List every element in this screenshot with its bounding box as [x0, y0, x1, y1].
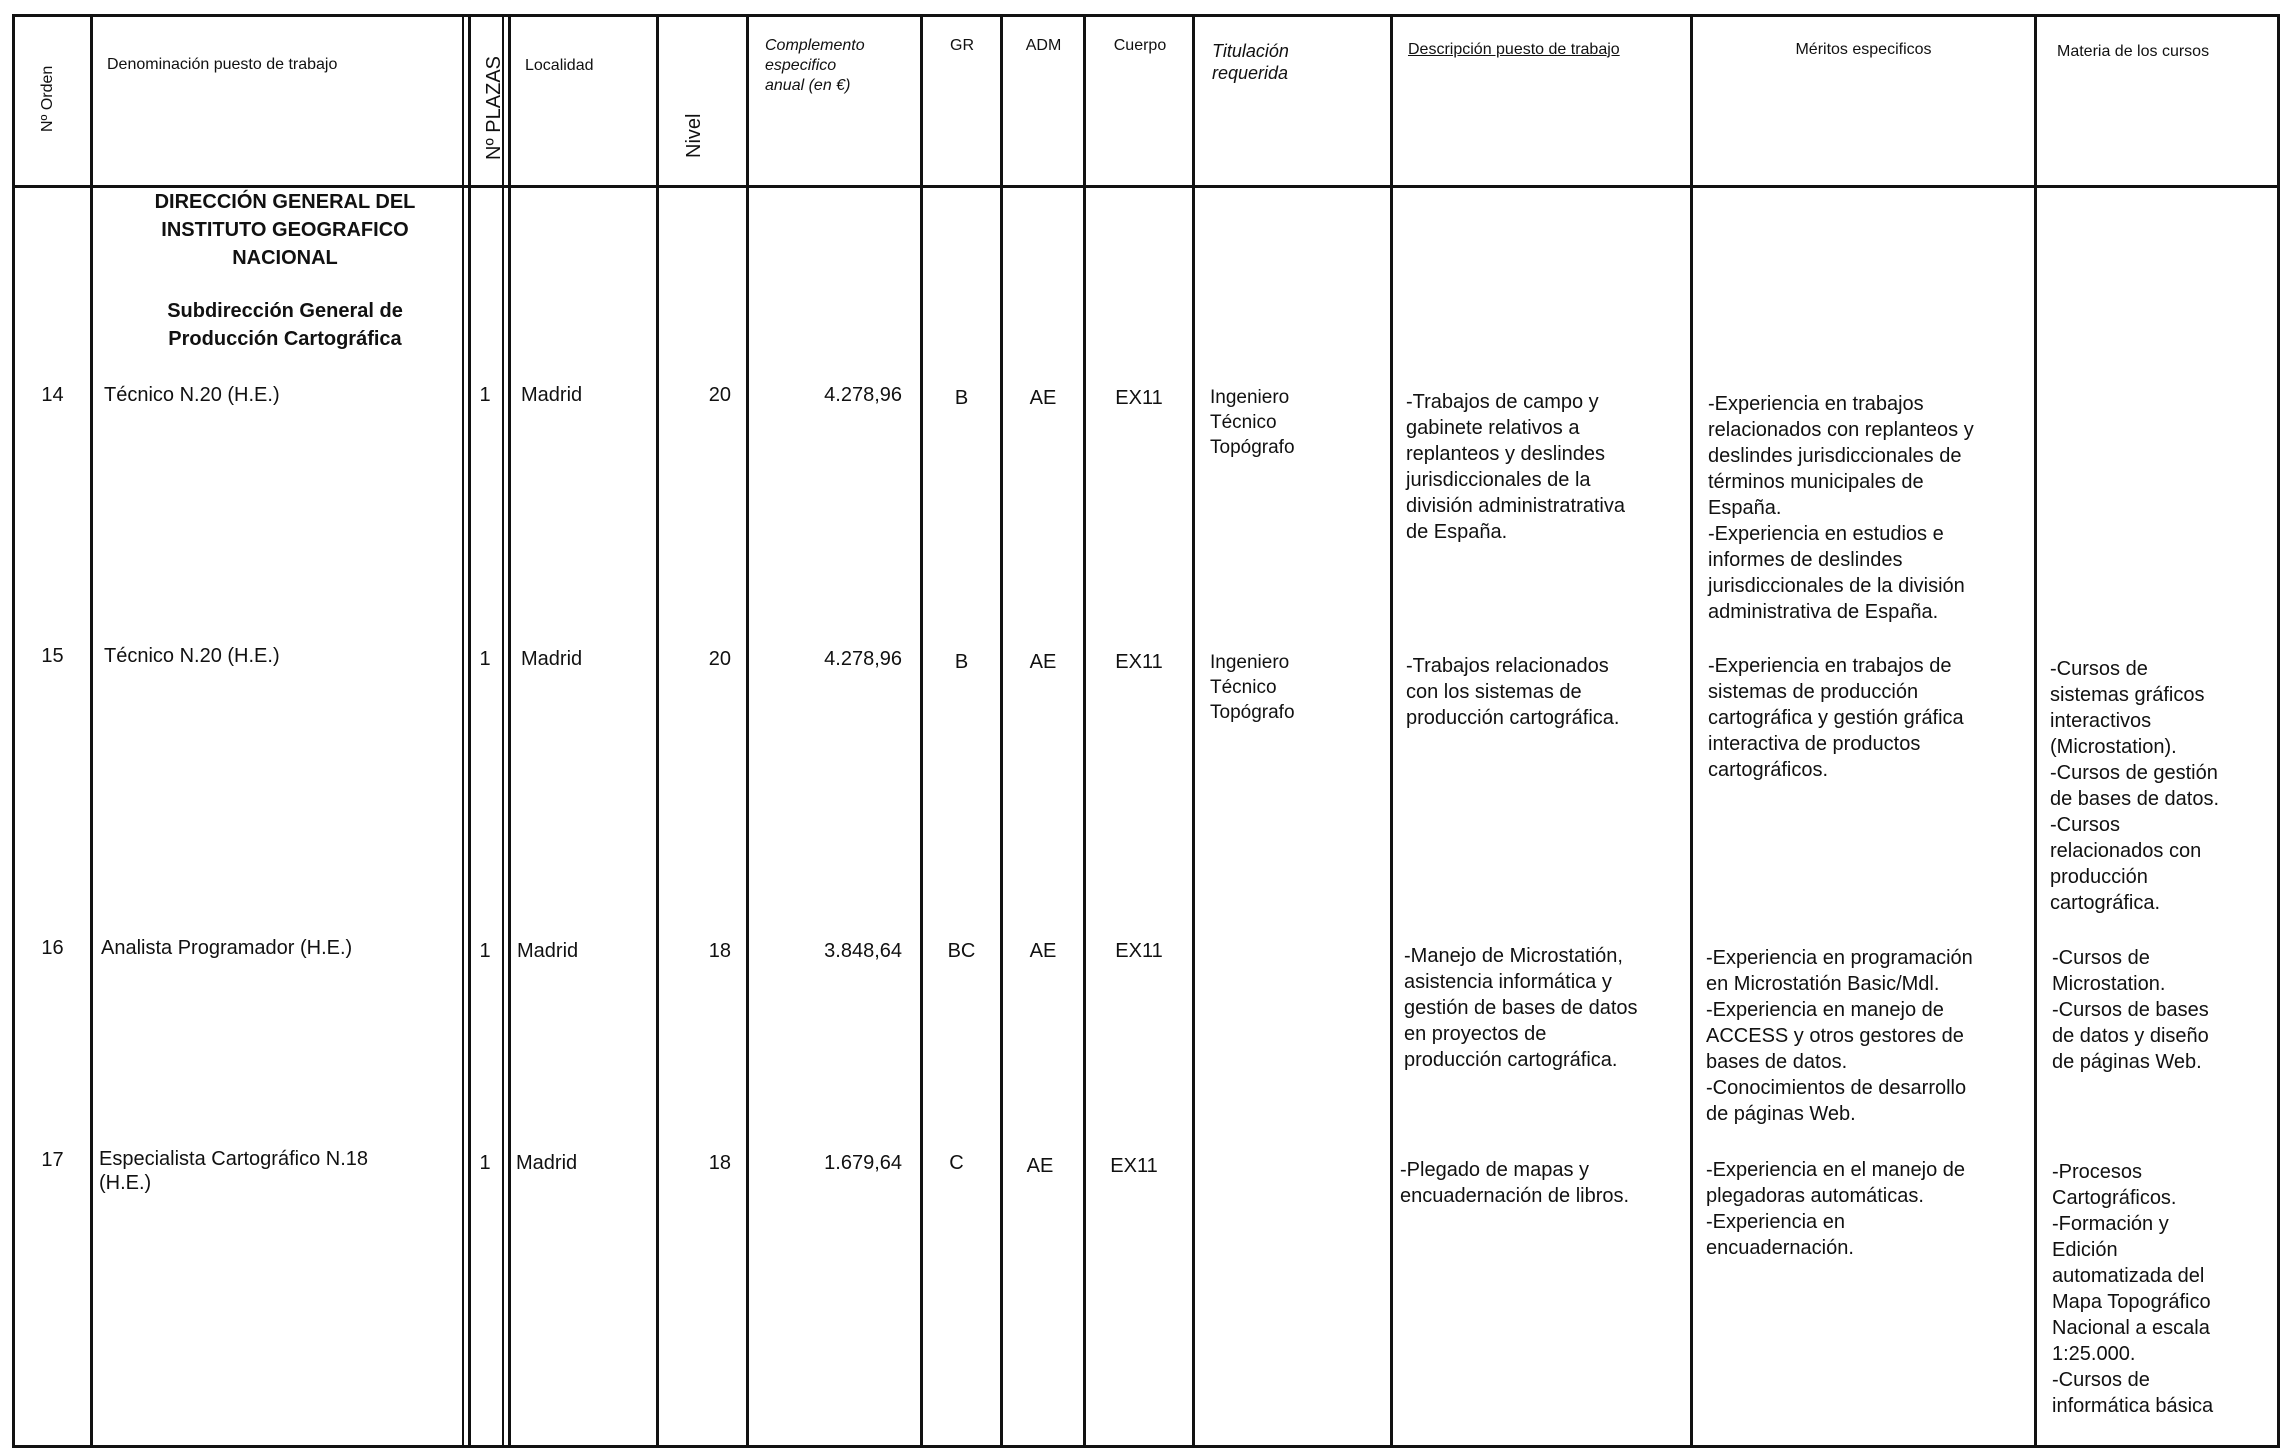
row-meritos: -Experiencia en trabajos relacionados con replanteos y deslindes jurisdiccionales de términos municipales de España. -Experiencia en estudios e informes de deslindes jurisdiccionales de la división administrativa de España.	[1708, 393, 1974, 623]
row-localidad: Madrid	[517, 940, 579, 962]
row-nivel: 18	[708, 940, 731, 962]
row-adm: AE	[1029, 940, 1057, 962]
header-localidad: Localidad	[525, 57, 594, 74]
row-complemento: 1.679,64	[824, 1152, 902, 1174]
row-complemento: 4.278,96	[824, 648, 902, 670]
row-adm: AE	[1029, 387, 1057, 409]
row-materia: -Cursos de sistemas gráficos interactivos (Microstation). -Cursos de gestión de bases de datos. -Cursos relacionados con producción cartográfica.	[2050, 658, 2220, 914]
col-border	[2034, 14, 2037, 1447]
col-border	[1390, 14, 1393, 1447]
row-gr: BC	[947, 940, 976, 962]
row-plazas: 1	[479, 1152, 491, 1174]
row-plazas: 1	[479, 648, 491, 670]
row-titulacion: Ingeniero Técnico Topógrafo	[1210, 387, 1295, 458]
header-complemento: Complemento especifico anual (en €)	[765, 37, 865, 94]
row-denominacion: Técnico N.20 (H.E.)	[104, 384, 280, 406]
row-cuerpo: EX11	[1110, 1155, 1158, 1177]
header-denominacion: Denominación puesto de trabajo	[107, 56, 338, 73]
row-orden: 15	[41, 645, 64, 667]
row-descripcion: -Trabajos relacionados con los sistemas de producción cartográfica.	[1406, 655, 1620, 729]
section-direccion: DIRECCIÓN GENERAL DEL INSTITUTO GEOGRAFICO NACIONAL	[154, 191, 416, 269]
row-materia: -Cursos de Microstation. -Cursos de bases de datos y diseño de páginas Web.	[2052, 947, 2209, 1073]
col-border	[1083, 14, 1086, 1447]
row-meritos: -Experiencia en el manejo de plegadoras automáticas. -Experiencia en encuadernación.	[1706, 1159, 1966, 1259]
row-titulacion: Ingeniero Técnico Topógrafo	[1210, 652, 1295, 723]
col-border	[1690, 14, 1693, 1447]
col-border	[12, 14, 15, 1447]
row-nivel: 18	[708, 1152, 731, 1174]
row-cuerpo: EX11	[1115, 387, 1163, 409]
header-materia: Materia de los cursos	[2057, 43, 2210, 60]
col-border	[90, 14, 93, 1447]
row-adm: AE	[1026, 1155, 1054, 1177]
col-border	[1192, 14, 1195, 1447]
header-gr: GR	[950, 37, 974, 54]
row-meritos: -Experiencia en programación en Microstatión Basic/Mdl. -Experiencia en manejo de ACCESS y otros gestores de bases de datos. -Conocimientos de desarrollo de páginas Web.	[1706, 947, 1973, 1125]
section-subdireccion: Subdirección General de Producción Cartográfica	[167, 300, 403, 350]
row-adm: AE	[1029, 651, 1057, 673]
col-border	[1000, 14, 1003, 1447]
col-border	[502, 14, 504, 1447]
row-denominacion: Técnico N.20 (H.E.)	[104, 645, 280, 667]
row-orden: 16	[41, 937, 64, 959]
row-localidad: Madrid	[516, 1152, 578, 1174]
header-titulacion: Titulación requerida	[1212, 41, 1289, 83]
row-complemento: 3.848,64	[824, 940, 902, 962]
row-gr: C	[949, 1152, 964, 1174]
row-meritos: -Experiencia en trabajos de sistemas de producción cartográfica y gestión gráfica interactiva de productos cartográficos.	[1708, 655, 1964, 781]
row-nivel: 20	[708, 384, 731, 406]
col-border	[656, 14, 659, 1447]
row-orden: 14	[41, 384, 64, 406]
row-materia: -Procesos Cartográficos. -Formación y Edición automatizada del Mapa Topográfico Nacional a escala 1:25.000. -Cursos de informática básica	[2052, 1161, 2214, 1417]
header-plazas: Nº PLAZAS	[483, 55, 505, 160]
header-adm: ADM	[1025, 37, 1062, 54]
header-descripcion: Descripción puesto de trabajo	[1408, 41, 1620, 58]
row-plazas: 1	[479, 384, 491, 406]
header-meritos: Méritos especificos	[1795, 41, 1932, 58]
row-localidad: Madrid	[521, 648, 583, 670]
row-descripcion: -Plegado de mapas y encuadernación de libros.	[1400, 1159, 1630, 1207]
row-nivel: 20	[708, 648, 731, 670]
row-descripcion: -Trabajos de campo y gabinete relativos a replanteos y deslindes jurisdiccionales de la división administratrativa de España.	[1406, 391, 1625, 543]
table-top-border	[12, 14, 2280, 17]
row-denominacion: Especialista Cartográfico N.18 (H.E.)	[99, 1148, 369, 1194]
row-descripcion: -Manejo de Microstatión, asistencia informática y gestión de bases de datos en proyectos de producción cartográfica.	[1404, 945, 1638, 1071]
row-localidad: Madrid	[521, 384, 583, 406]
row-gr: B	[954, 387, 969, 409]
row-plazas: 1	[479, 940, 491, 962]
col-border	[746, 14, 749, 1447]
row-orden: 17	[41, 1149, 64, 1171]
row-complemento: 4.278,96	[824, 384, 902, 406]
col-border	[920, 14, 923, 1447]
header-cuerpo: Cuerpo	[1113, 37, 1167, 54]
row-cuerpo: EX11	[1115, 940, 1163, 962]
header-nivel: Nivel	[683, 113, 705, 158]
header-orden: Nº Orden	[39, 65, 56, 132]
table-bottom-border	[12, 1445, 2280, 1448]
row-denominacion: Analista Programador (H.E.)	[101, 937, 353, 959]
row-cuerpo: EX11	[1115, 651, 1163, 673]
row-gr: B	[954, 651, 969, 673]
col-border	[508, 14, 511, 1447]
